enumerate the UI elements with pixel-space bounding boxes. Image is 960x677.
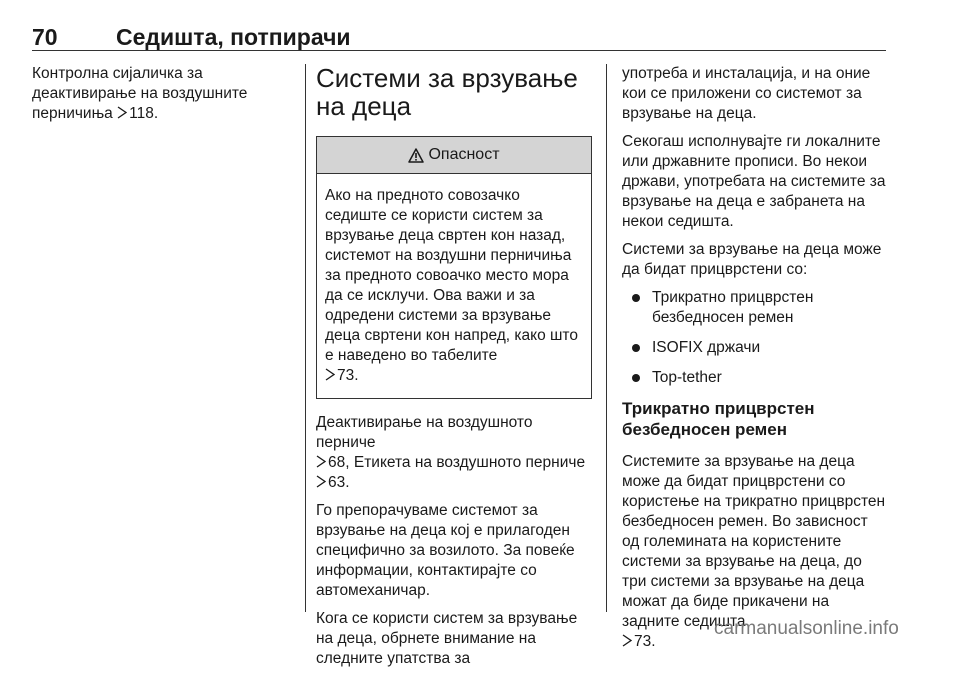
column-1 xyxy=(32,64,294,132)
list-item: Top-tether xyxy=(622,368,888,388)
warning-triangle-icon xyxy=(408,148,424,163)
deactivation-paragraph: Деактивирање на воздушното перниче 68, Етикета на воздушното перниче 63. xyxy=(316,414,586,491)
usage-continued-paragraph: употреба и инсталација, и на оние кои се приложени со системот за врзување на деца. xyxy=(622,65,871,122)
running-title: Седишта, потпирачи xyxy=(116,24,351,50)
watermark: carmanualsonline.info xyxy=(714,618,899,639)
subsection-heading: Трикратно прицврстен безбедносен ремен xyxy=(622,399,815,439)
warning-text: Ако на предното совозачко седиште се користи систем за врзување деца свртен кон назад, системот на воздушни перничиња за предното совоачко место мора да се исклучи. Ова важи и за одредени системи за врзување деца свртени кон напред, како што е наведено во табелите xyxy=(325,187,578,364)
reference-arrow-icon xyxy=(117,106,127,119)
page-reference[interactable]: 68, Етикета на воздушното перниче xyxy=(316,454,585,471)
warning-body xyxy=(317,174,591,398)
danger-warning-box xyxy=(316,136,592,399)
list-item: Трикратно прицврстен безбедносен ремен xyxy=(622,288,888,328)
page-reference[interactable]: 73. xyxy=(325,367,359,384)
regulations-paragraph: Секогаш исполнувајте ги локалните или државните прописи. Во некои држави, употребата на системите за врзување на деца е забранета на некои седишта. xyxy=(622,133,886,230)
usage-paragraph: Кога се користи систем за врзување на деца, обрнете внимание на следните упатства за xyxy=(316,610,578,667)
attachment-intro-paragraph: Системи за врзување на деца може да бидат прицврстени со: xyxy=(622,241,882,278)
reference-arrow-icon xyxy=(325,368,335,381)
bullet-icon xyxy=(632,344,640,352)
bullet-icon xyxy=(632,374,640,382)
header-rule xyxy=(32,50,886,51)
column-divider-1 xyxy=(305,64,306,612)
paragraph-text: Контролна сијаличка за деактивирање на воздушните перничиња xyxy=(32,65,248,122)
column-2 xyxy=(316,64,592,677)
bullet-icon xyxy=(632,294,640,302)
warning-header xyxy=(317,137,591,174)
reference-arrow-icon xyxy=(316,455,326,468)
page-number: 70 xyxy=(32,24,58,50)
list-item: ISOFIX држачи xyxy=(622,338,888,358)
page-reference[interactable]: 63. xyxy=(316,474,350,491)
reference-arrow-icon xyxy=(622,634,632,647)
page-reference[interactable]: 118. xyxy=(117,105,158,122)
column-divider-2 xyxy=(606,64,607,612)
page-reference[interactable]: 73. xyxy=(622,633,656,650)
attachment-methods-list xyxy=(622,288,888,388)
warning-label: Опасност xyxy=(428,146,500,163)
section-title: Системи за врзување на деца xyxy=(316,63,578,121)
three-point-belt-paragraph: Системите за врзување на деца може да бидат прицврстени со користење на трикратно прицврстен безбедносен ремен. Во зависност од големината на користените системи за врзување на деца, до три системи за врзување на деца можат да биде прикачени на задните седишта 73. xyxy=(622,453,886,650)
reference-arrow-icon xyxy=(316,475,326,488)
recommendation-paragraph: Го препорачуваме системот за врзување на деца кој е прилагоден специфично за возилото. За повеќе информации, контактирајте со автомеханичар. xyxy=(316,502,575,599)
airbag-indicator-paragraph xyxy=(32,64,294,124)
column-3 xyxy=(622,64,888,660)
page-header xyxy=(32,10,886,50)
